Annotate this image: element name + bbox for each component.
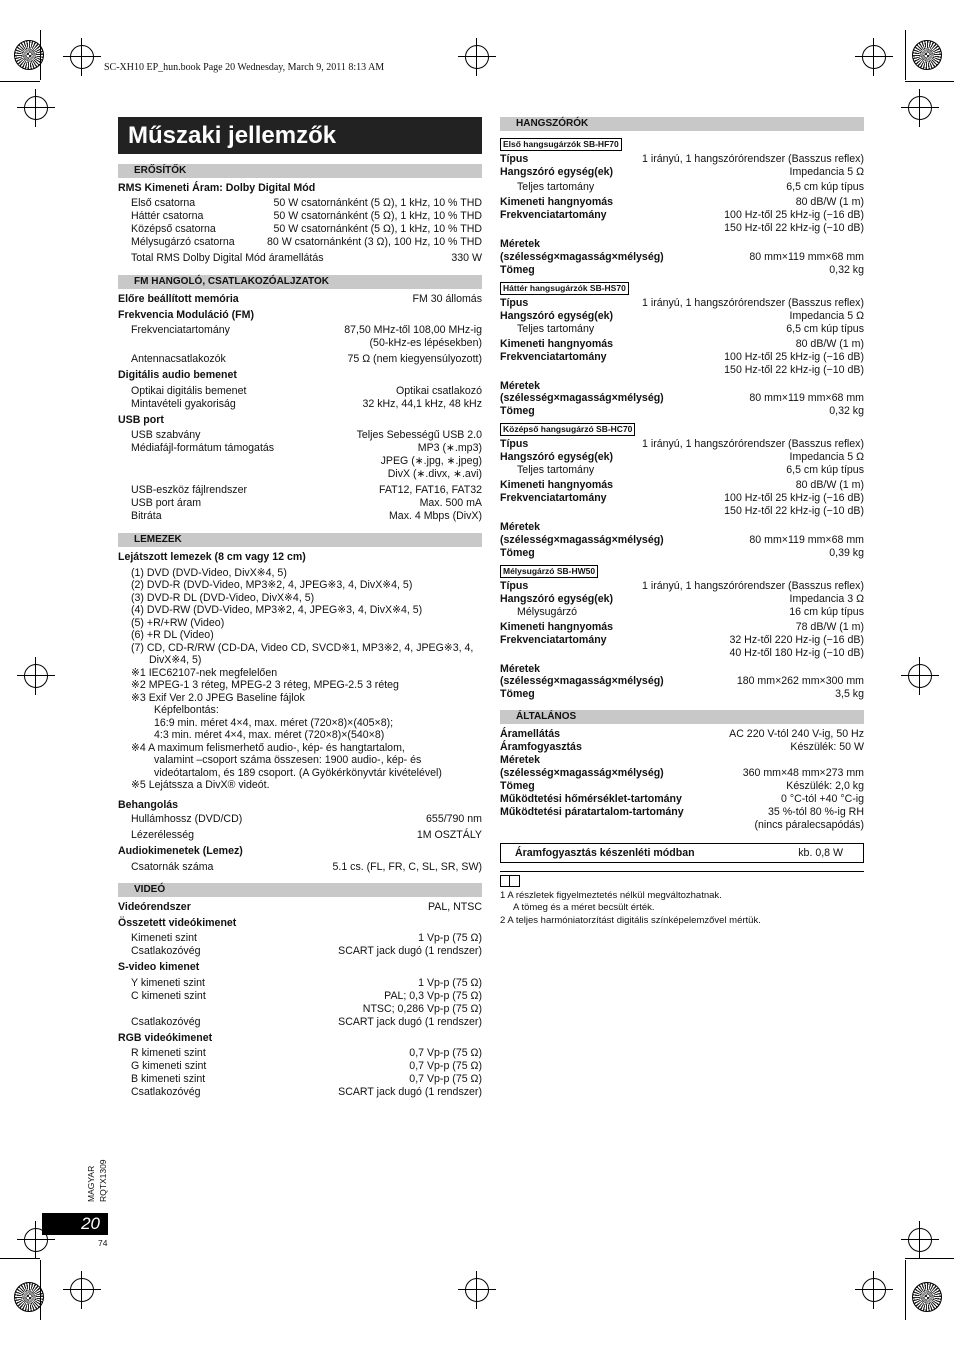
note: 4:3 min. méret 4×4, max. méret (720×8)×(540×8) xyxy=(154,729,385,741)
spec-row: G kimeneti szint 0,7 Vp-p (75 Ω) xyxy=(131,1060,482,1072)
spec-row: Mélysugárzó csatorna 80 W csatornánként (3 Ω), 100 Hz, 10 % THD xyxy=(131,235,482,248)
page-number: 20 xyxy=(42,1213,108,1235)
language-label: MAGYAR xyxy=(86,1165,96,1202)
speaker-block xyxy=(500,279,864,419)
page-title: Műszaki jellemzők xyxy=(118,117,482,154)
spec-row: C kimeneti szint PAL; 0,3 Vp-p (75 Ω) NTSC; 0,286 Vp-p (75 Ω) xyxy=(131,989,482,1015)
spec-row: Frekvenciatartomány 87,50 MHz-től 108,00 MHz-ig (50-kHz-es lépésekben) xyxy=(131,324,482,349)
spec-row: Háttér csatorna 50 W csatornánként (5 Ω), 1 kHz, 10 % THD xyxy=(131,209,482,222)
spec-subtitle: Audiokimenetek (Lemez) xyxy=(118,845,243,857)
spec-row: Hangszóró egység(ek) Impedancia 3 Ω xyxy=(500,592,864,605)
section-heading-altalanos: ÁLTALÁNOS xyxy=(500,710,864,724)
footnote: 2 A teljes harmóniatorzítást digitális színképelemzővel mértük. xyxy=(500,914,761,926)
registration-mark xyxy=(465,1278,489,1302)
spec-row: USB-eszköz fájlrendszer FAT12, FAT16, FAT32 xyxy=(131,484,482,496)
standby-label: Áramfogyasztás készenléti módban xyxy=(515,846,695,859)
note: Képfelbontás: xyxy=(154,704,219,716)
spec-row: Frekvenciatartomány 100 Hz-től 25 kHz-ig (−16 dB) 150 Hz-től 22 kHz-ig (−10 dB) xyxy=(500,350,864,376)
disc-item: (2) DVD-R (DVD-Video, MP3※2, 4, JPEG※3, 4, DivX※4, 5) xyxy=(131,579,413,591)
disc-item: (6) +R DL (Video) xyxy=(131,629,214,641)
spec-row: (szélesség×magasság×mélység) 80 mm×119 mm×68 mm xyxy=(500,392,864,404)
crop-line xyxy=(0,1258,40,1259)
spec-row: Áramellátás AC 220 V-tól 240 V-ig, 50 Hz xyxy=(500,728,864,740)
standby-value: kb. 0,8 W xyxy=(798,846,843,859)
spec-row: Mintavételi gyakoriság 32 kHz, 44,1 kHz, 48 kHz xyxy=(131,397,482,410)
spec-row: Teljes tartomány 6,5 cm kúp típus xyxy=(517,181,864,193)
spec-row: (szélesség×magasság×mélység) 80 mm×119 mm×68 mm xyxy=(500,533,864,546)
spec-row: USB port áram Max. 500 mA xyxy=(131,497,482,509)
crop-line xyxy=(40,30,41,80)
sub-page-number: 74 xyxy=(98,1238,108,1248)
spec-row: Kimeneti hangnyomás 80 dB/W (1 m) xyxy=(500,479,864,491)
doc-code: RQTX1309 xyxy=(98,1159,108,1202)
spec-row: Típus 1 irányú, 1 hangszórórendszer (Basszus reflex) xyxy=(500,296,864,309)
rms-title: RMS Kimeneti Áram: Dolby Digital Mód xyxy=(118,182,316,194)
disc-item: (7) CD, CD-R/RW (CD-DA, Video CD, SVCD※1, MP3※2, 4, JPEG※3, 4, xyxy=(131,641,474,654)
note: ※5 Lejátssza a DivX® videót. xyxy=(131,779,270,791)
spec-row: Hangszóró egység(ek) Impedancia 5 Ω xyxy=(500,166,864,178)
spec-row: Középső csatorna 50 W csatornánként (5 Ω), 1 kHz, 10 % THD xyxy=(131,222,482,235)
section-heading-hangszorok: HANGSZÓRÓK xyxy=(500,117,864,131)
spec-row: USB szabvány Teljes Sebességű USB 2.0 xyxy=(131,429,482,441)
spec-row: Frekvenciatartomány 100 Hz-től 25 kHz-ig (−16 dB) 150 Hz-től 22 kHz-ig (−10 dB) xyxy=(500,209,864,234)
spec-row: Antennacsatlakozók 75 Ω (nem kiegyensúlyozott) xyxy=(131,353,482,365)
spec-row: Frekvenciatartomány 32 Hz-től 220 Hz-ig (−16 dB) 40 Hz-től 180 Hz-ig (−10 dB) xyxy=(500,633,864,659)
spec-row: Csatornák száma 5.1 cs. (FL, FR, C, SL, SR, SW) xyxy=(131,860,482,873)
crop-line xyxy=(905,81,954,82)
spec-row: Típus 1 irányú, 1 hangszórórendszer (Basszus reflex) xyxy=(500,579,864,592)
spec-subtitle: Méretek xyxy=(500,754,541,766)
spec-row: Tömeg 0,32 kg xyxy=(500,263,864,276)
spec-row: R kimeneti szint 0,7 Vp-p (75 Ω) xyxy=(131,1047,482,1059)
spec-subtitle: Méretek xyxy=(500,379,541,392)
spec-row: Hangszóró egység(ek) Impedancia 5 Ω xyxy=(500,309,864,322)
crop-line xyxy=(0,81,40,82)
spec-row: Videórendszer PAL, NTSC xyxy=(118,900,482,913)
spec-row: Kimeneti hangnyomás 80 dB/W (1 m) xyxy=(500,337,864,350)
speaker-block xyxy=(500,562,864,702)
note: ※1 IEC62107-nek megfelelően xyxy=(131,666,278,679)
section-heading-lemezek: LEMEZEK xyxy=(118,533,482,547)
spec-row: Optikai digitális bemenet Optikai csatlakozó xyxy=(131,384,482,397)
section-heading-video: VIDEÓ xyxy=(118,883,482,897)
spec-subtitle: Összetett videókimenet xyxy=(118,916,237,929)
crop-line xyxy=(40,1260,41,1320)
registration-mark xyxy=(862,45,886,69)
spec-subtitle: USB port xyxy=(118,413,164,426)
speaker-name: Mélysugárzó SB-HW50 xyxy=(500,565,598,578)
spec-row: Csatlakozóvég SCART jack dugó (1 rendszer) xyxy=(131,1086,482,1098)
spec-subtitle: Méretek xyxy=(500,521,541,533)
spec-row: Frekvenciatartomány 100 Hz-től 25 kHz-ig (−16 dB) 150 Hz-től 22 kHz-ig (−10 dB) xyxy=(500,492,864,517)
note: ※2 MPEG-1 3 réteg, MPEG-2 3 réteg, MPEG-2.5 3 réteg xyxy=(131,679,399,691)
speaker-name: Háttér hangsugárzók SB-HS70 xyxy=(500,282,629,295)
spec-row: Működtetési páratartalom-tartomány 35 %-tól 80 %-ig RH (nincs páralecsapódás) xyxy=(500,805,864,831)
spec-row: Tömeg 0,32 kg xyxy=(500,405,864,417)
crop-line xyxy=(905,30,906,80)
disc-item: (5) +R/+RW (Video) xyxy=(131,616,225,629)
spec-subtitle: Digitális audio bemenet xyxy=(118,369,237,381)
spec-row: Áramfogyasztás Készülék: 50 W xyxy=(500,741,864,753)
note: ※4 A maximum felismerhető audio-, kép- és hangtartalom, xyxy=(131,741,405,754)
registration-mark xyxy=(70,45,94,69)
speaker-block xyxy=(500,420,864,560)
registration-mark xyxy=(908,664,932,688)
registration-rosette-bottom-right xyxy=(912,1282,942,1312)
divider xyxy=(500,871,864,872)
spec-row: Kimeneti hangnyomás 80 dB/W (1 m) xyxy=(500,196,864,208)
registration-mark xyxy=(908,96,932,120)
spec-row: Előre beállított memória FM 30 állomás xyxy=(118,292,482,305)
spec-subtitle: S-video kimenet xyxy=(118,961,200,973)
spec-row: Típus 1 irányú, 1 hangszórórendszer (Basszus reflex) xyxy=(500,438,864,450)
crop-line xyxy=(905,1258,954,1259)
spec-row: Total RMS Dolby Digital Mód áramellátás 330 W xyxy=(131,251,482,264)
disc-item: (1) DVD (DVD-Video, DivX※4, 5) xyxy=(131,566,287,579)
note: videótartalom, és 189 csoport. (A Gyökérkönyvtár kivételével) xyxy=(154,766,442,779)
spec-row: Első csatorna 50 W csatornánként (5 Ω), 1 kHz, 10 % THD xyxy=(131,196,482,209)
footnote: 1 A részletek figyelmeztetés nélkül megváltozhatnak. xyxy=(500,889,722,901)
note: ※3 Exif Ver 2.0 JPEG Baseline fájlok xyxy=(131,691,305,704)
spec-row: Médiafájl-formátum támogatás MP3 (∗.mp3) JPEG (∗.jpg, ∗.jpeg) DivX (∗.divx, ∗.avi) xyxy=(131,442,482,480)
registration-mark xyxy=(70,1278,94,1302)
spec-row: Típus 1 irányú, 1 hangszórórendszer (Basszus reflex) xyxy=(500,153,864,165)
spec-subtitle: RGB videókimenet xyxy=(118,1031,213,1044)
spec-row: Y kimeneti szint 1 Vp-p (75 Ω) xyxy=(131,976,482,989)
disc-item: (4) DVD-RW (DVD-Video, MP3※2, 4, JPEG※3, 4, DivX※4, 5) xyxy=(131,604,423,616)
spec-row: Tömeg 3,5 kg xyxy=(500,688,864,700)
note: valamint –csoport száma összesen: 1900 audio-, kép- és xyxy=(154,754,422,766)
speaker-name: Első hangsugárzók SB-HF70 xyxy=(500,138,622,151)
registration-mark xyxy=(908,1228,932,1252)
spec-row: Tömeg Készülék: 2,0 kg xyxy=(500,779,864,792)
spec-row: Teljes tartomány 6,5 cm kúp típus xyxy=(517,322,864,335)
note: 16:9 min. méret 4×4, max. méret (720×8)×(405×8); xyxy=(154,716,394,729)
spec-row: Hullámhossz (DVD/CD) 655/790 nm xyxy=(131,813,482,825)
footnotes xyxy=(500,890,864,928)
crop-line xyxy=(905,1260,906,1320)
right-column xyxy=(500,113,864,927)
registration-mark xyxy=(24,96,48,120)
spec-row: B kimeneti szint 0,7 Vp-p (75 Ω) xyxy=(131,1073,482,1085)
spec-row: Teljes tartomány 6,5 cm kúp típus xyxy=(517,464,864,476)
registration-rosette-top-right xyxy=(912,40,942,70)
spec-row: Működtetési hőmérséklet-tartomány 0 °C-tól +40 °C-ig xyxy=(500,792,864,805)
spec-subtitle: Behangolás xyxy=(118,798,179,811)
standby-power-box xyxy=(500,843,864,863)
spec-row: Bitráta Max. 4 Mbps (DivX) xyxy=(131,510,482,522)
file-header: SC-XH10 EP_hun.book Page 20 Wednesday, March 9, 2011 8:13 AM xyxy=(104,62,385,73)
disc-item: (3) DVD-R DL (DVD-Video, DivX※4, 5) xyxy=(131,591,315,604)
registration-mark xyxy=(862,1278,886,1302)
registration-mark xyxy=(24,664,48,688)
speaker-block xyxy=(500,135,864,277)
spec-row: Mélysugárzó 16 cm kúp típus xyxy=(517,605,864,618)
spec-row: Csatlakozóvég SCART jack dugó (1 rendszer) xyxy=(131,945,482,957)
book-icon xyxy=(500,875,520,887)
section-heading-fm: FM HANGOLÓ, CSATLAKOZÓALJZATOK xyxy=(118,275,482,289)
spec-row: Csatlakozóvég SCART jack dugó (1 rendszer) xyxy=(131,1015,482,1028)
speaker-name: Középső hangsugárzó SB-HC70 xyxy=(500,423,635,436)
spec-row: Lézerélesség 1M OSZTÁLY xyxy=(131,829,482,841)
disc-item: DivX※4, 5) xyxy=(149,654,202,666)
section-heading-erositok: ERŐSÍTŐK xyxy=(118,164,482,178)
spec-subtitle: Méretek xyxy=(500,662,541,675)
spec-row: (szélesség×magasság×mélység) 80 mm×119 mm×68 mm xyxy=(500,250,864,263)
spec-subtitle: Frekvencia Moduláció (FM) xyxy=(118,308,254,321)
registration-mark xyxy=(465,45,489,69)
spec-row: Tömeg 0,39 kg xyxy=(500,546,864,559)
spec-row: (szélesség×magasság×mélység) 360 mm×48 mm×273 mm xyxy=(500,766,864,779)
spec-row: Kimeneti szint 1 Vp-p (75 Ω) xyxy=(131,932,482,944)
spec-subtitle: Méretek xyxy=(500,238,541,250)
left-column xyxy=(118,160,482,1099)
footnote: A tömeg és a méret becsült érték. xyxy=(513,902,655,913)
spec-row: Hangszóró egység(ek) Impedancia 5 Ω xyxy=(500,451,864,463)
spec-subtitle: Lejátszott lemezek (8 cm vagy 12 cm) xyxy=(118,551,306,563)
spec-row: (szélesség×magasság×mélység) 180 mm×262 mm×300 mm xyxy=(500,675,864,687)
spec-row: Kimeneti hangnyomás 78 dB/W (1 m) xyxy=(500,620,864,633)
